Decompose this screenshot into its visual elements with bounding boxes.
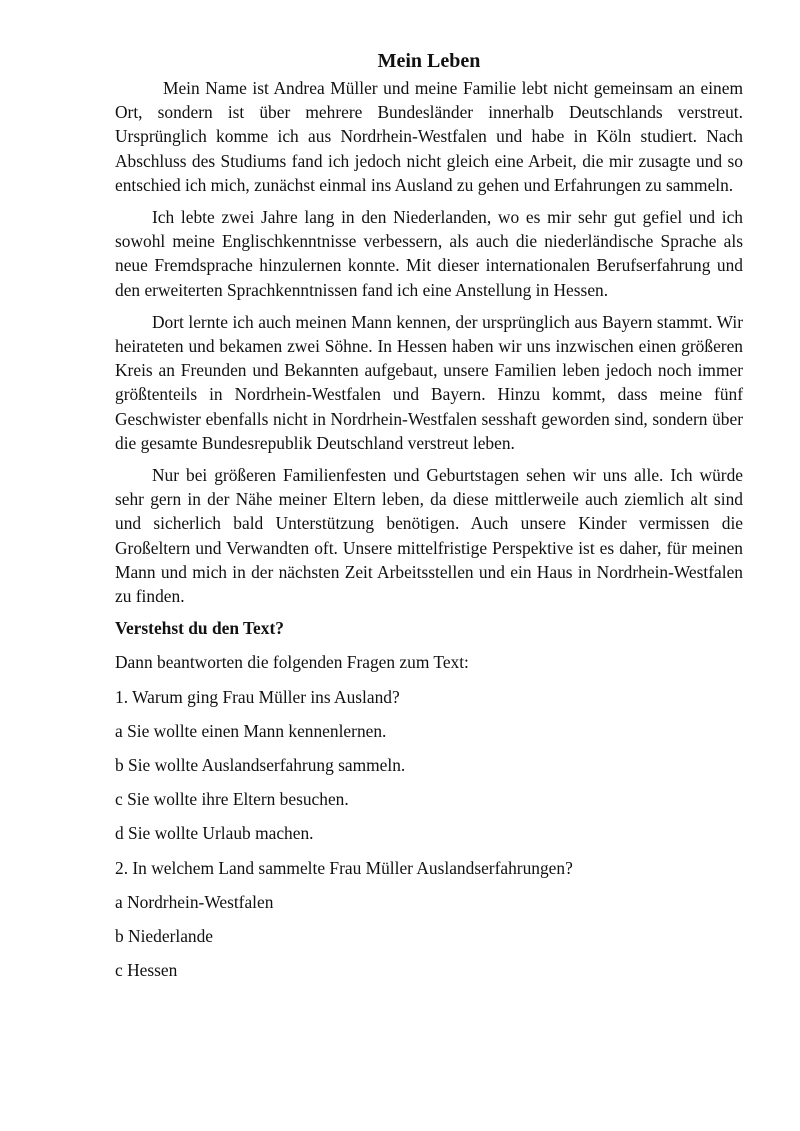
question-1-option-c: c Sie wollte ihre Eltern besuchen. [115, 789, 349, 810]
paragraph-3: Dort lernte ich auch meinen Mann kennen, der ursprünglich aus Bayern stammt. Wir heirateten und bekamen zwei Söhne. In Hessen haben wir uns inzwischen einen größeren Kreis an Freunden und Bekannten aufgebaut, unsere Familien leben jedoch noch immer größtenteils in Nordrhein-Westfalen und Bayern. Hinzu kommt, dass meine fünf Geschwister ebenfalls nicht in Nordrhein-Westfalen sesshaft geworden sind, sondern über die gesamte Bundesrepublik Deutschland verstreut leben. [115, 311, 743, 453]
question-2-option-b: b Niederlande [115, 926, 214, 947]
question-1-option-b: b Sie wollte Auslandserfahrung sammeln. [115, 755, 406, 776]
question-1-option-d: d Sie wollte Urlaub machen. [115, 823, 314, 844]
question-2-option-c: c Hessen [115, 960, 178, 981]
question-2: 2. In welchem Land sammelte Frau Müller Auslandserfahrungen? [115, 857, 573, 878]
paragraph-4: Nur bei größeren Familienfesten und Geburtstagen sehen wir uns alle. Ich würde sehr gern in der Nähe meiner Eltern leben, da diese mittlerweile auch ziemlich alt sind und sicherlich bald Unterstützung benötigen. Auch unsere Kinder vermissen die Großeltern und Verwandten oft. Unsere mittelfristige Perspektive ist es daher, für meinen Mann und mich in der nächsten Zeit Arbeitsstellen und ein Haus in Nordrhein-Westfalen zu finden. [115, 465, 743, 607]
question-2-option-a: a Nordrhein-Westfalen [115, 891, 274, 912]
quiz-intro: Dann beantworten die folgenden Fragen zum Text: [115, 652, 469, 673]
document-title: Mein Leben [377, 50, 481, 72]
quiz-heading: Verstehst du den Text? [115, 618, 284, 639]
paragraph-1: Mein Name ist Andrea Müller und meine Familie lebt nicht gemeinsam an einem Ort, sondern ist über mehrere Bundesländer innerhalb Deutschlands verstreut. Ursprünglich komme ich aus Nordrhein-Westfalen und habe in Köln studiert. Nach Abschluss des Studiums fand ich jedoch nicht gleich eine Arbeit, die mir zusagte und so entschied ich mich, zunächst einmal ins Ausland zu gehen und Erfahrungen zu sammeln. [115, 78, 743, 195]
document-page [115, 48, 743, 993]
paragraph-2: Ich lebte zwei Jahre lang in den Niederlanden, wo es mir sehr gut gefiel und ich sowohl meine Englischkenntnisse verbessern, als auch die niederländische Sprache als neue Fremdsprache hinzulernen konnte. Mit dieser internationalen Berufserfahrung und den erweiterten Sprachkenntnissen fand ich eine Anstellung in Hessen. [115, 207, 743, 300]
question-1: 1. Warum ging Frau Müller ins Ausland? [115, 686, 400, 707]
question-1-option-a: a Sie wollte einen Mann kennenlernen. [115, 720, 387, 741]
